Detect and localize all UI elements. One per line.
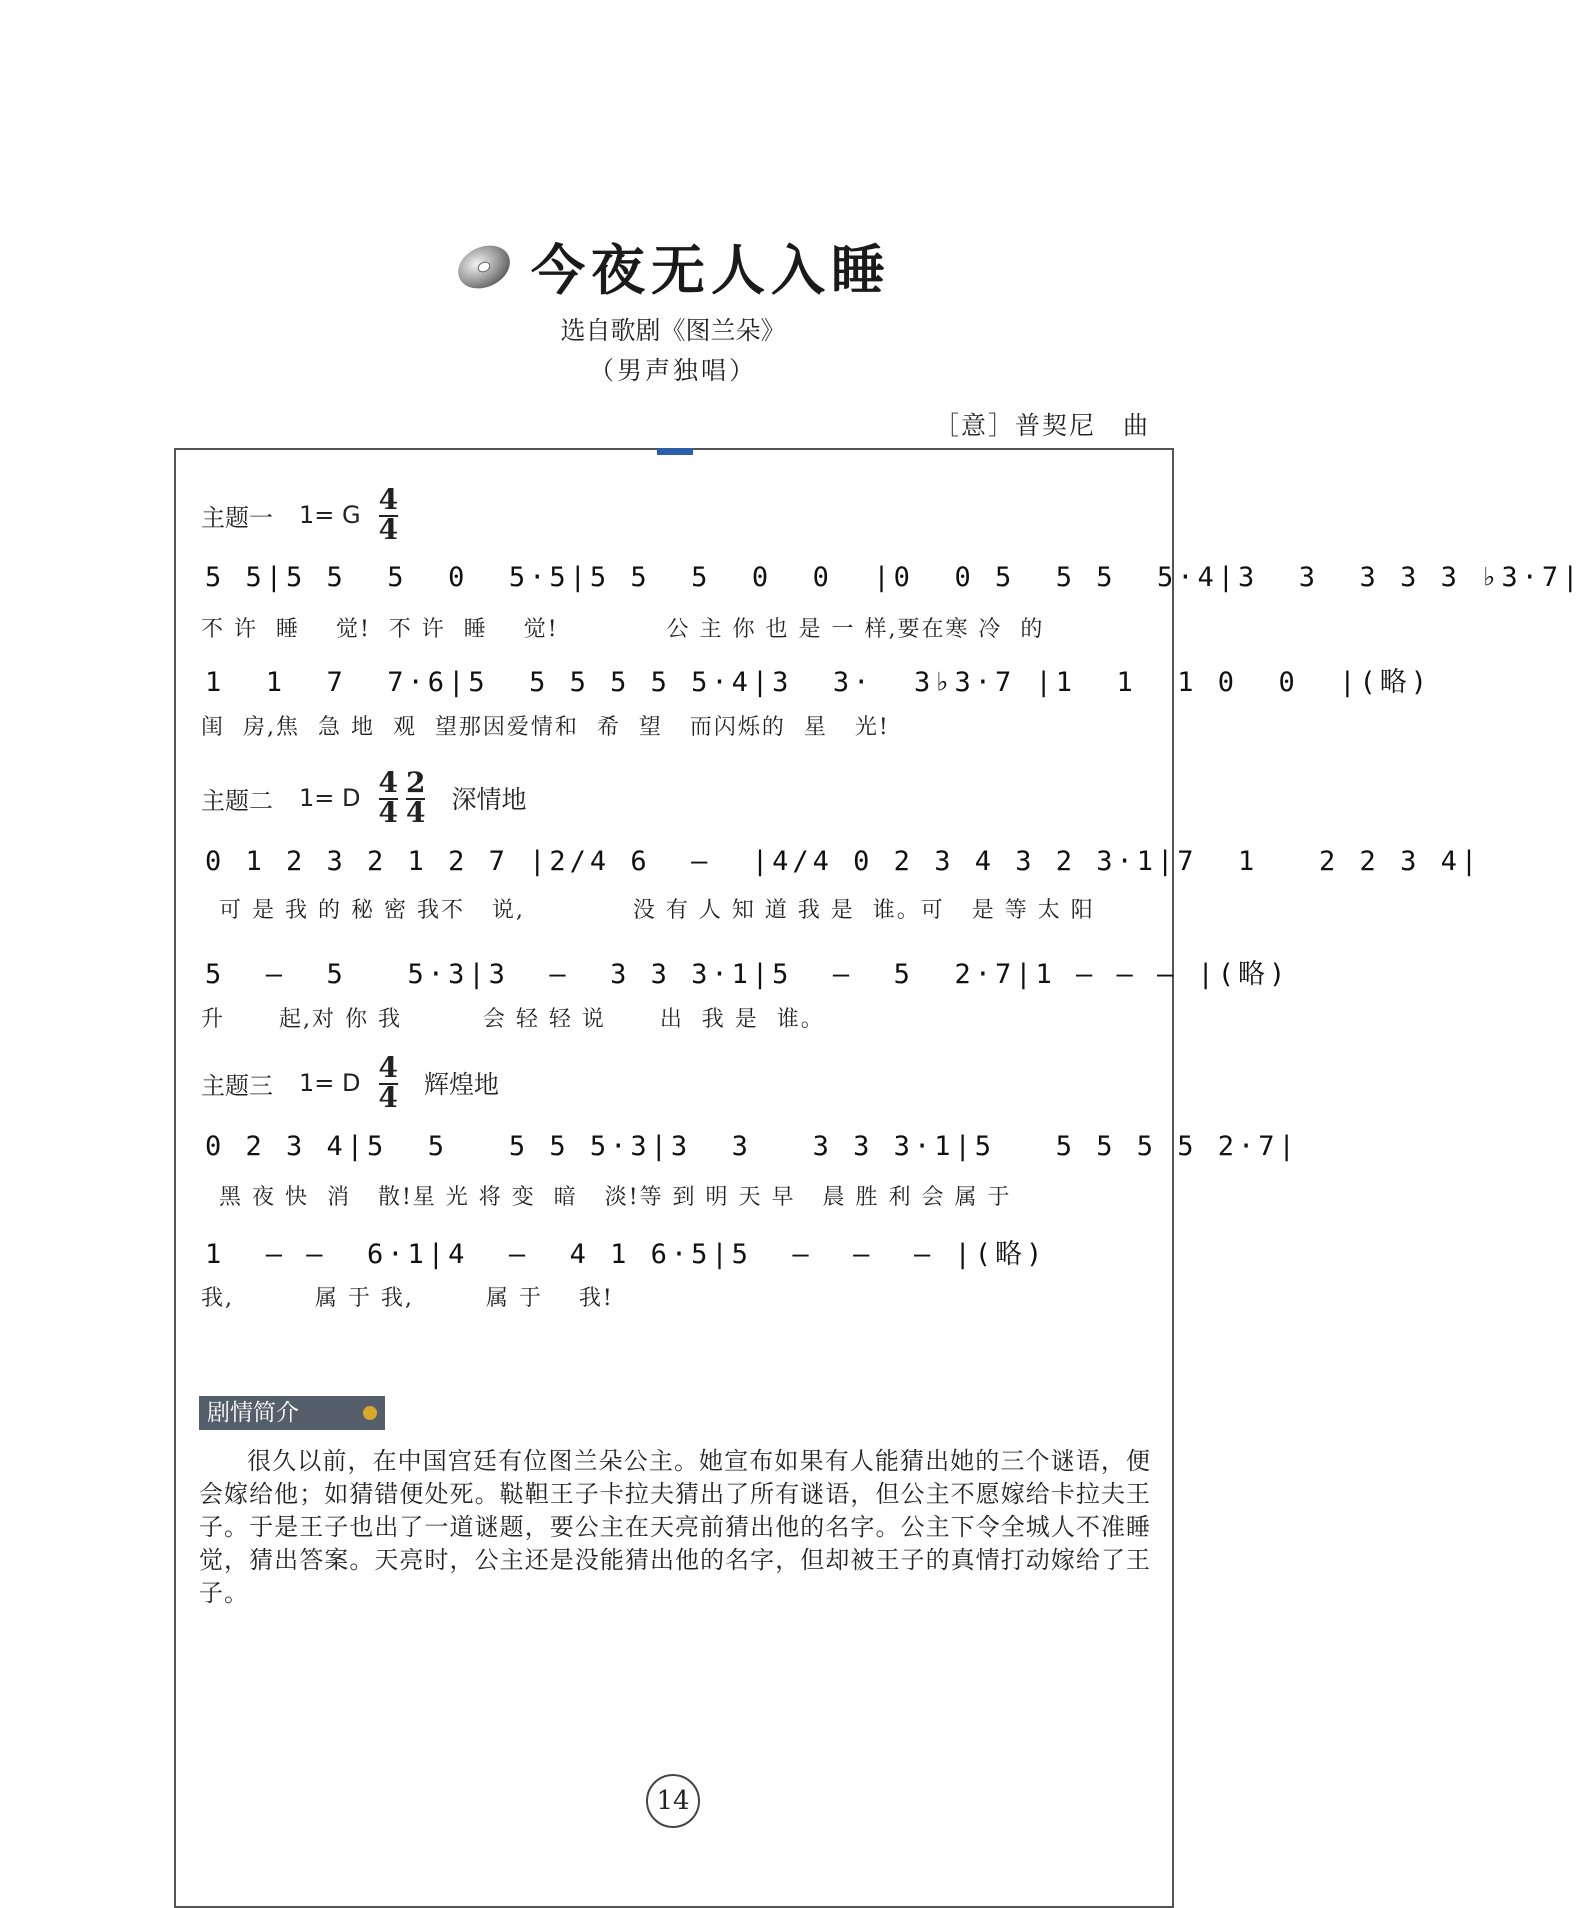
composer-credit: ［意］普契尼 曲 — [933, 411, 1150, 440]
notation-line: 5 5|5 5 5 0 5·5|5 5 5 0 0 |0 0 5 5 5 5·4|3 3 3 3 3 ♭3·7| — [205, 562, 1582, 593]
theme-name: 主题二 — [201, 786, 273, 815]
lyrics-line: 不 许 睡 觉! 不 许 睡 觉! 公 主 你 也 是 一 样,要在寒 冷 的 — [201, 617, 1045, 642]
plot-summary — [199, 1445, 1151, 1610]
tempo-marking: 辉煌地 — [423, 1070, 499, 1099]
theme-name: 主题三 — [201, 1071, 273, 1100]
time-top: 4 — [378, 1051, 398, 1084]
cd-icon — [455, 238, 513, 296]
plot-summary-text: 很久以前，在中国宫廷有位图兰朵公主。她宣布如果有人能猜出她的三个谜语，便会嫁给他；如猜错便处死。鞑靼王子卡拉夫猜出了所有谜语，但公主不愿嫁给卡拉夫王子。于是王子也出了一道谜题，要公主在天亮前猜出他的名字。公主下令全城人不准睡觉，猜出答案。天亮时，公主还是没能猜出他的名字，但却被王子的真情打动嫁给了王子。 — [199, 1447, 1151, 1607]
time-signature-alt — [405, 766, 426, 829]
lyrics-line: 黑 夜 快 消 散!星 光 将 变 暗 淡!等 到 明 天 早 晨 胜 利 会 属 于 — [201, 1185, 1012, 1210]
lyrics-line: 升 起,对 你 我 会 轻 轻 说 出 我 是 谁。 — [201, 1007, 825, 1032]
lyrics-line: 闺 房,焦 急 地 观 望那因爱情和 希 望 而闪烁的 星 光! — [201, 715, 890, 740]
bullet-dot-icon — [363, 1406, 377, 1420]
time-top: 2 — [405, 766, 426, 799]
frame-accent — [657, 448, 693, 455]
title-block — [0, 228, 1346, 387]
key-signature: 1= D — [299, 1069, 361, 1097]
time-signature — [378, 483, 399, 546]
tempo-marking: 深情地 — [451, 785, 527, 814]
section-label-text: 剧情简介 — [207, 1400, 299, 1426]
key-signature: 1= D — [299, 784, 361, 812]
time-bottom: 4 — [378, 796, 398, 829]
notation-line: 1 1 7 7·6|5 5 5 5 5 5·4|3 3· 3♭3·7 |1 1 1 0 0 |(略) — [205, 667, 1432, 698]
notation-line: 1 — — 6·1|4 — 4 1 6·5|5 — — — |(略) — [205, 1239, 1047, 1270]
page-number: 14 — [646, 1774, 700, 1828]
time-signature — [378, 1051, 398, 1114]
notation-line: 5 — 5 5·3|3 — 3 3 3·1|5 — 5 2·7|1 — — — |(略) — [205, 959, 1290, 990]
time-bottom: 4 — [378, 1081, 398, 1114]
song-subtitle: 选自歌剧《图兰朵》 — [560, 316, 786, 345]
time-signature — [378, 766, 398, 829]
time-top: 4 — [378, 483, 399, 516]
song-title: 今夜无人入睡 — [531, 238, 891, 302]
voice-type: （男声独唱） — [588, 356, 757, 385]
title-row — [0, 228, 1346, 305]
lyrics-line: 我, 属 于 我, 属 于 我! — [201, 1286, 614, 1311]
section-label — [199, 1396, 385, 1430]
theme-3-header — [201, 1051, 499, 1114]
notation-line: 0 2 3 4|5 5 5 5 5·3|3 3 3 3 3·1|5 5 5 5 5 2·7| — [205, 1131, 1299, 1162]
theme-name: 主题一 — [201, 503, 273, 532]
key-signature: 1= G — [299, 501, 361, 529]
time-bottom: 4 — [405, 796, 426, 829]
time-top: 4 — [378, 766, 398, 799]
lyrics-line: 可 是 我 的 秘 密 我不 说, 没 有 人 知 道 我 是 谁。可 是 等 太 阳 — [201, 898, 1095, 923]
theme-2-header — [201, 766, 527, 829]
theme-1-header — [201, 483, 399, 546]
notation-line: 0 1 2 3 2 1 2 7 |2/4 6 — |4/4 0 2 3 4 3 2 3·1|7 1 2 2 3 4| — [205, 846, 1482, 877]
time-bottom: 4 — [378, 513, 399, 546]
